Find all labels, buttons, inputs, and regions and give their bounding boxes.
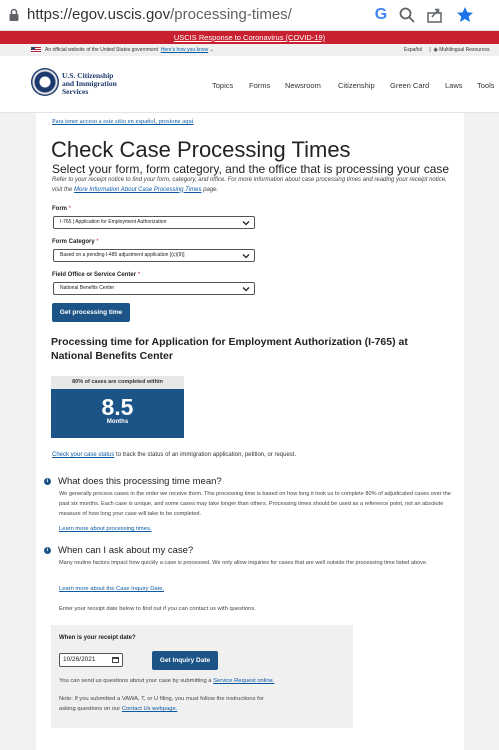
lock-icon[interactable]: [6, 7, 22, 23]
site-header: [0, 56, 499, 113]
nav-tools[interactable]: Tools: [477, 81, 495, 90]
chevron-down-icon: [242, 285, 250, 293]
category-select[interactable]: [53, 249, 255, 262]
contact-us-link[interactable]: Contact Us webpage.: [121, 706, 178, 712]
page-title: Check Case Processing Times: [51, 137, 351, 162]
form-select[interactable]: [53, 216, 255, 229]
multilingual-link[interactable]: | ◉ Multilingual Resources: [428, 47, 490, 53]
globe-icon: ◉: [433, 47, 438, 53]
check-case-status-link[interactable]: Check your case status: [52, 452, 115, 458]
check-status-text: to track the status of an immigration application, petition, or request.: [116, 452, 297, 458]
office-select[interactable]: [53, 282, 255, 295]
faq-question-2: When can I ask about my case?: [58, 545, 194, 556]
agency-line-3: Services: [62, 87, 89, 96]
form-label-text: Form: [52, 206, 67, 212]
note-line-1: Note: If you submitted a VAWA, T, or U filing, you must follow the instructions for: [59, 696, 264, 702]
star-icon[interactable]: [455, 5, 475, 25]
agency-line-1: U.S. Citizenship: [62, 71, 114, 80]
office-select-value: National Benefits Center: [60, 285, 115, 291]
us-flag-icon: [31, 47, 41, 53]
help-text-before: Refer to your receipt notice to find your form, category, and office. For more information about case processing times and reading your receipt notice, visit the: [52, 177, 447, 193]
spanish-link[interactable]: Para tener acceso a este sitio en español, presione aquí: [52, 118, 194, 125]
enter-receipt-text: Enter your receipt date below to find out if you can contact us with questions.: [59, 606, 256, 612]
service-request-text: You can send us questions about your case by submitting a: [59, 678, 212, 684]
nav-topics[interactable]: Topics: [212, 81, 234, 90]
chevron-down-icon: [242, 252, 250, 260]
form-select-value: I-765 | Application for Employment Authorization: [60, 219, 167, 225]
info-icon: i: [44, 478, 51, 485]
agency-name[interactable]: [62, 72, 117, 96]
category-select-value: Based on a pending I-485 adjustment application [(c)(9)]: [60, 252, 185, 258]
case-inquiry-date-link[interactable]: Learn more about the Case Inquiry Date.: [59, 586, 165, 592]
help-text: [52, 176, 457, 195]
official-site-text: [45, 47, 214, 53]
processing-times-link[interactable]: Learn more about processing times.: [59, 526, 152, 532]
faq-answer-2: Many routine factors impact how quickly a case is processed. We only allow inquiries for cases that are well outside the processing time listed above.: [59, 560, 428, 566]
browser-address-bar: [0, 0, 499, 31]
covid-banner-link[interactable]: USCIS Response to Coronavirus (COVID-19): [173, 33, 326, 42]
gov-banner: [0, 44, 499, 56]
category-label: [52, 239, 99, 245]
url-host: https://egov.uscis.gov: [27, 6, 171, 23]
service-request-line: [59, 676, 274, 686]
required-mark: *: [96, 239, 99, 245]
nav-citizenship[interactable]: Citizenship: [338, 81, 375, 90]
card-header: 80% of cases are completed within: [51, 376, 184, 389]
chevron-down-icon: ⌄: [209, 47, 214, 53]
result-title: Processing time for Application for Employment Authorization (I-765) at National Benefits Center: [51, 336, 408, 362]
page-subtitle: Select your form, form category, and the office that is processing your case: [52, 162, 450, 176]
faq-question-1: What does this processing time mean?: [58, 476, 222, 487]
share-icon[interactable]: [425, 5, 445, 25]
note-line-2-text: asking questions on our: [59, 706, 121, 712]
category-label-text: Form Category: [52, 239, 95, 245]
info-icon: i: [44, 547, 51, 554]
receipt-date-input[interactable]: [59, 653, 123, 667]
processing-time-card: [51, 376, 184, 438]
receipt-date-label: When is your receipt date?: [59, 635, 136, 641]
processing-time-value: 8.5: [101, 394, 134, 420]
multilingual-label: Multilingual Resources: [439, 47, 490, 53]
nav-green-card[interactable]: Green Card: [390, 81, 430, 90]
chevron-down-icon: [242, 219, 250, 227]
help-text-after: page.: [203, 186, 219, 193]
official-text: An official website of the United States government: [45, 47, 159, 53]
nav-newsroom[interactable]: Newsroom: [285, 81, 321, 90]
get-inquiry-date-button[interactable]: Get Inquiry Date: [152, 651, 218, 670]
url-field[interactable]: [27, 6, 292, 23]
dhs-seal-logo[interactable]: [31, 68, 59, 96]
covid-banner[interactable]: [0, 31, 499, 44]
receipt-date-value: 10/26/2021: [63, 656, 96, 663]
service-request-link[interactable]: Service Request online.: [213, 678, 275, 684]
how-you-know-link[interactable]: Here's how you know: [160, 47, 209, 53]
agency-line-2: and Immigration: [62, 79, 117, 88]
office-label: [52, 272, 140, 278]
url-path: /processing-times/: [170, 6, 292, 23]
calendar-icon[interactable]: [112, 657, 119, 663]
nav-forms[interactable]: Forms: [249, 81, 271, 90]
office-label-text: Field Office or Service Center: [52, 272, 137, 278]
zoom-icon[interactable]: [397, 5, 417, 25]
espanol-link[interactable]: Español: [404, 47, 423, 53]
check-status-line: [52, 452, 296, 458]
note-line-2: [59, 704, 177, 714]
processing-time-unit: Months: [106, 419, 129, 425]
required-mark: *: [137, 272, 141, 278]
more-info-link[interactable]: More Information About Case Processing Times: [74, 186, 202, 193]
nav-laws[interactable]: Laws: [445, 81, 463, 90]
faq-answer-1: We generally process cases in the order we receive them. This processing time is based on how long it took us to complete 80% of adjudicated cases over the past six months. Each case is unique, and some cases may take longer than others. Processing times should be used as a reference point, not an absolute measure of how long your case will take to be completed.: [59, 491, 451, 517]
get-processing-time-button[interactable]: Get processing time: [52, 303, 130, 322]
form-label: [52, 206, 71, 212]
google-icon[interactable]: G: [374, 6, 388, 23]
required-mark: *: [68, 206, 72, 212]
